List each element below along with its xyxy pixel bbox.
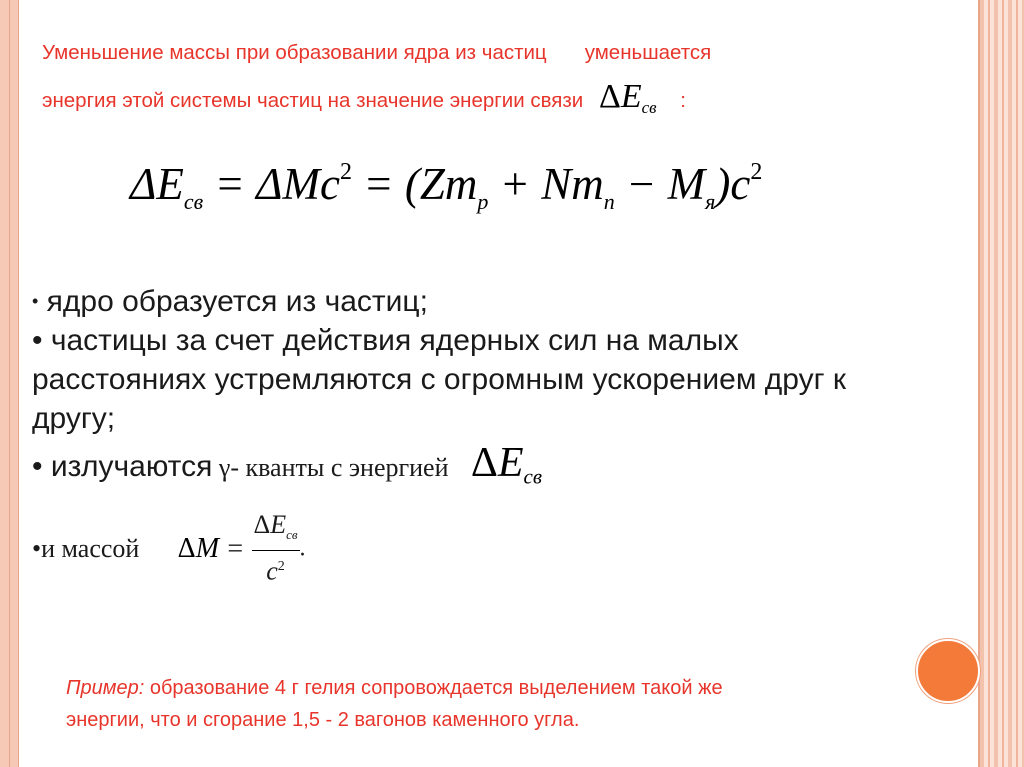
energy-symbol: E — [620, 78, 642, 115]
delta-symbol: Δ — [598, 78, 621, 115]
example-line-1-text: образование 4 г гелия сопровождается выделением такой же — [144, 677, 723, 699]
bullet-3-text: • излучаются — [32, 450, 213, 483]
denominator-square: 2 — [277, 559, 285, 575]
formula-sub-ya: я — [705, 189, 716, 214]
formula-square-1: 2 — [339, 159, 352, 185]
bullet-1-text: ядро образуется из частиц; — [38, 285, 428, 318]
example-label: Пример: — [66, 677, 145, 699]
formula-delta-e: ΔE — [130, 159, 184, 209]
bullet-dot: • — [32, 291, 39, 311]
example-line-1 — [66, 672, 723, 704]
formula-sub-sv: св — [183, 189, 204, 214]
heading-binding-energy-symbol — [599, 78, 657, 115]
mass-fraction — [252, 510, 300, 588]
heading-line-1 — [42, 38, 711, 68]
formula-close-c: )c — [715, 159, 751, 209]
example-block — [66, 672, 723, 736]
delta-symbol: Δ — [253, 510, 271, 539]
bullet-4 — [32, 510, 982, 588]
orange-circle-decoration — [916, 639, 980, 703]
heading-line1-part-b: уменьшается — [584, 41, 712, 64]
heading-line-2 — [42, 72, 686, 121]
bullet-2-continuation-1: расстояниях устремляются с огромным ускорением друг к — [32, 363, 847, 396]
bullet-4-delta-m — [178, 533, 219, 564]
energy-symbol: E — [497, 440, 524, 486]
heading-line2-text: энергия этой системы частиц на значение энергии связи — [42, 89, 584, 112]
bullet-4-equals: = — [227, 533, 244, 565]
formula-sub-n: n — [603, 189, 615, 214]
mass-symbol: M — [195, 533, 220, 565]
subscript-sv: св — [641, 97, 657, 117]
fraction-numerator — [252, 510, 300, 551]
formula-square-2: 2 — [750, 159, 763, 185]
formula-delta-mc: = ΔMc — [203, 159, 340, 209]
bullet-2-continuation-2: другу; — [32, 402, 116, 435]
bullet-3 — [32, 440, 982, 490]
left-frame-decoration — [0, 0, 19, 767]
heading-line1-part-a: Уменьшение массы при образовании ядра из частиц — [42, 41, 547, 64]
bullet-4-text: •и массой — [32, 533, 140, 563]
bullet-3-energy-symbol — [470, 440, 542, 489]
bullet-4-period: . — [299, 535, 306, 562]
delta-symbol: Δ — [470, 440, 498, 486]
left-frame-line — [9, 0, 10, 767]
energy-symbol: E — [270, 510, 287, 539]
bullet-2: • частицы за счет действия ядерных сил на малых — [32, 324, 739, 357]
delta-symbol: Δ — [177, 533, 196, 565]
right-striped-band — [980, 0, 1024, 767]
heading-colon: : — [680, 89, 686, 112]
example-line-2: энергии, что и сгорание 1,5 - 2 вагонов каменного угла. — [66, 709, 580, 731]
bullet-list — [32, 282, 982, 588]
speed-of-light-symbol: c — [266, 556, 278, 586]
bullet-1 — [32, 282, 982, 321]
formula-m-nucleus: − M — [614, 159, 706, 209]
subscript-sv: св — [286, 527, 298, 543]
bullet-3-gamma-text: γ- кванты с энергией — [212, 453, 449, 482]
binding-energy-formula — [130, 158, 762, 215]
fraction-denominator — [252, 551, 300, 588]
subscript-sv: св — [523, 464, 542, 489]
formula-zm: = (Zm — [351, 159, 478, 209]
formula-sub-p: p — [477, 189, 489, 214]
formula-nm: + Nm — [488, 159, 604, 209]
